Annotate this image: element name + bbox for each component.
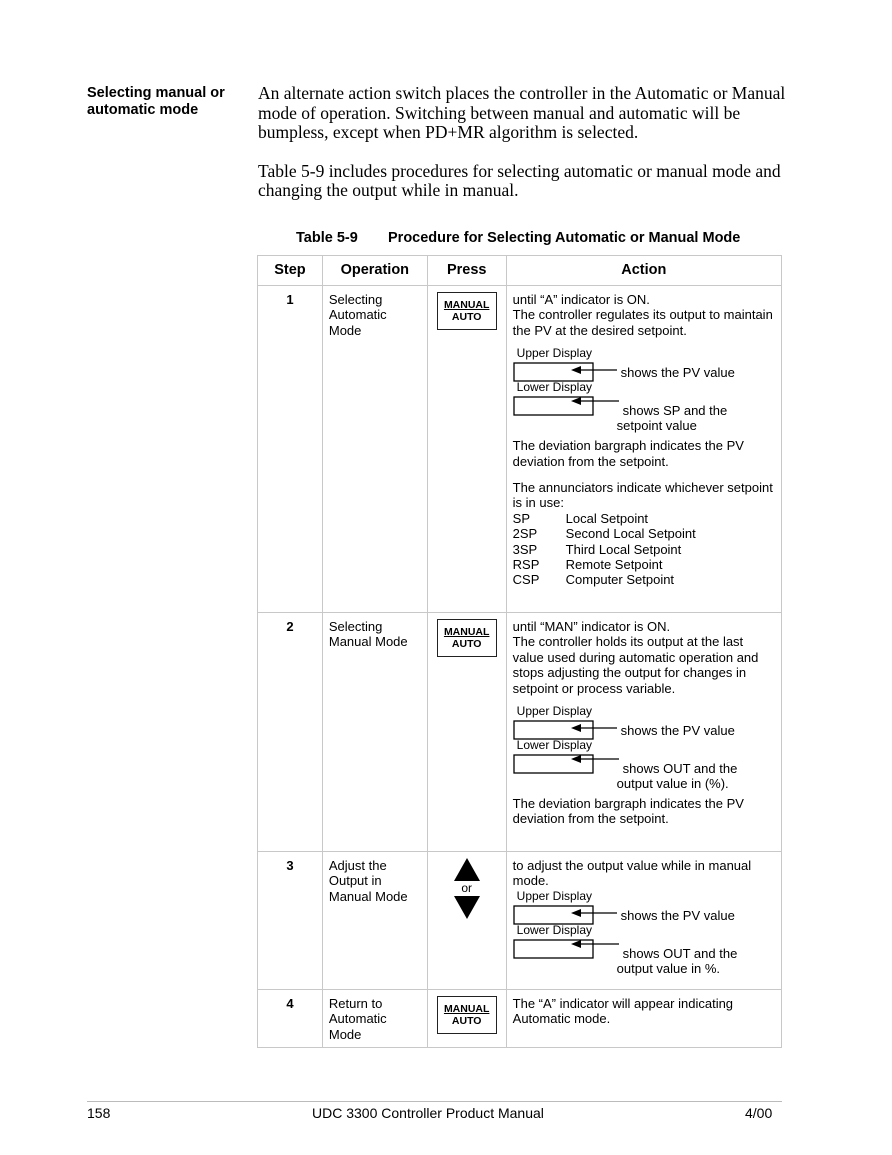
action-detail: The controller holds its output at the last value used during automatic operation and stops adjusting the output for changes in setpoint or process variable. [512, 634, 759, 696]
setpoint-code: RSP [512, 557, 540, 573]
display-box-icon [513, 393, 623, 417]
setpoint-code: 3SP [512, 541, 538, 557]
setpoint-name: Remote Setpoint [565, 557, 663, 573]
setpoint-list [513, 511, 696, 588]
lower-display-note: shows SP and the [622, 403, 728, 419]
header-press: Press [427, 256, 506, 286]
press-cell [427, 990, 506, 1048]
header-action: Action [506, 256, 781, 286]
procedure-table [257, 255, 782, 1048]
upper-display-label: Upper Display [516, 346, 593, 361]
action-cell [506, 613, 781, 852]
upper-display-label: Upper Display [516, 888, 593, 903]
or-label: or [461, 881, 473, 895]
footer-title: UDC 3300 Controller Product Manual [312, 1105, 544, 1121]
lower-display-note-2: output value in (%). [616, 776, 729, 792]
setpoint-name: Third Local Setpoint [565, 541, 682, 557]
lower-display-note-2: setpoint value [616, 418, 697, 434]
upper-display-diagram [513, 346, 775, 380]
upper-display-note: shows the PV value [620, 365, 735, 381]
action-intro: until “MAN” indicator is ON. [512, 619, 671, 634]
upper-display-note: shows the PV value [620, 723, 735, 739]
step-number: 4 [258, 990, 323, 1048]
operation-cell: Selecting Manual Mode [322, 613, 427, 852]
setpoint-name: Computer Setpoint [565, 572, 675, 588]
side-heading: Selecting manual or automatic mode [87, 85, 225, 118]
setpoint-name: Second Local Setpoint [565, 526, 696, 542]
setpoint-name: Local Setpoint [565, 510, 649, 526]
press-cell [427, 286, 506, 613]
lower-display-label: Lower Display [516, 738, 593, 753]
lower-display-note: shows OUT and the [622, 761, 738, 777]
action-detail: The controller regulates its output to maintain the PV at the desired setpoint. [512, 307, 773, 338]
table-number: Table 5-9 [296, 230, 358, 246]
lower-display-label: Lower Display [516, 922, 593, 937]
display-box-icon [513, 751, 623, 775]
table-header-row [258, 256, 782, 286]
key-label-top: MANUAL [443, 299, 490, 311]
table-row [258, 990, 782, 1048]
operation-cell: Adjust the Output in Manual Mode [322, 852, 427, 990]
key-label-top: MANUAL [443, 626, 490, 638]
header-operation: Operation [322, 256, 427, 286]
setpoint-row [513, 572, 696, 587]
upper-display-note: shows the PV value [620, 907, 735, 923]
deviation-text: The deviation bargraph indicates the PV deviation from the setpoint. [512, 796, 744, 827]
setpoint-code: CSP [512, 572, 540, 588]
intro-paragraph: Table 5-9 includes procedures for selecting automatic or manual mode and changing the output while in manual. [258, 160, 781, 201]
step-number: 1 [258, 286, 323, 613]
annunciators-text: The annunciators indicate whichever setpoint is in use: [512, 480, 773, 511]
key-label-bottom: AUTO [451, 638, 482, 650]
table-row [258, 613, 782, 852]
down-arrow-icon [454, 895, 480, 919]
setpoint-row [513, 557, 696, 572]
lower-display-label: Lower Display [516, 380, 593, 395]
upper-display-label: Upper Display [516, 704, 593, 719]
action-cell [506, 286, 781, 613]
lower-display-note: shows OUT and the [622, 945, 738, 961]
key-label-top: MANUAL [443, 1003, 490, 1015]
deviation-text: The deviation bargraph indicates the PV deviation from the setpoint. [512, 438, 744, 469]
manual-auto-key [437, 619, 497, 657]
header-step: Step [258, 256, 323, 286]
up-arrow-icon [454, 858, 480, 882]
action-cell [506, 852, 781, 990]
table-row [258, 852, 782, 990]
key-label-bottom: AUTO [451, 1015, 482, 1027]
setpoint-row [513, 526, 696, 541]
upper-display-diagram [513, 889, 775, 923]
setpoint-row [513, 542, 696, 557]
action-intro: to adjust the output value while in manual mode. [512, 858, 752, 889]
step-number: 2 [258, 613, 323, 852]
operation-cell: Return to Automatic Mode [322, 990, 427, 1048]
footer-divider [87, 1101, 782, 1102]
press-cell [427, 852, 506, 990]
action-intro: until “A” indicator is ON. [512, 292, 650, 307]
operation-cell: Selecting Automatic Mode [322, 286, 427, 613]
setpoint-code: SP [512, 510, 530, 526]
upper-display-diagram [513, 704, 775, 738]
lower-display-diagram [513, 738, 775, 792]
lower-display-diagram [513, 380, 775, 434]
display-box-icon [513, 936, 623, 960]
manual-auto-key [437, 996, 497, 1034]
intro-text [258, 84, 798, 220]
intro-paragraph: An alternate action switch places the controller in the Automatic or Manual mode of operation. Switching between manual and automatic will be bumpless, except when PD+MR algorithm is selected. [258, 83, 786, 143]
setpoint-code: 2SP [512, 526, 538, 542]
table-row [258, 286, 782, 613]
key-label-bottom: AUTO [451, 311, 482, 323]
press-cell [427, 613, 506, 852]
footer-page-number: 158 [87, 1105, 111, 1121]
setpoint-row [513, 511, 696, 526]
table-title: Procedure for Selecting Automatic or Manual Mode [388, 230, 741, 246]
step-number: 3 [258, 852, 323, 990]
manual-auto-key [437, 292, 497, 330]
footer-date: 4/00 [745, 1105, 773, 1121]
lower-display-note-2: output value in %. [616, 960, 721, 976]
table-caption [296, 230, 740, 246]
action-cell: The “A” indicator will appear indicating Automatic mode. [506, 990, 781, 1048]
lower-display-diagram [513, 922, 775, 976]
